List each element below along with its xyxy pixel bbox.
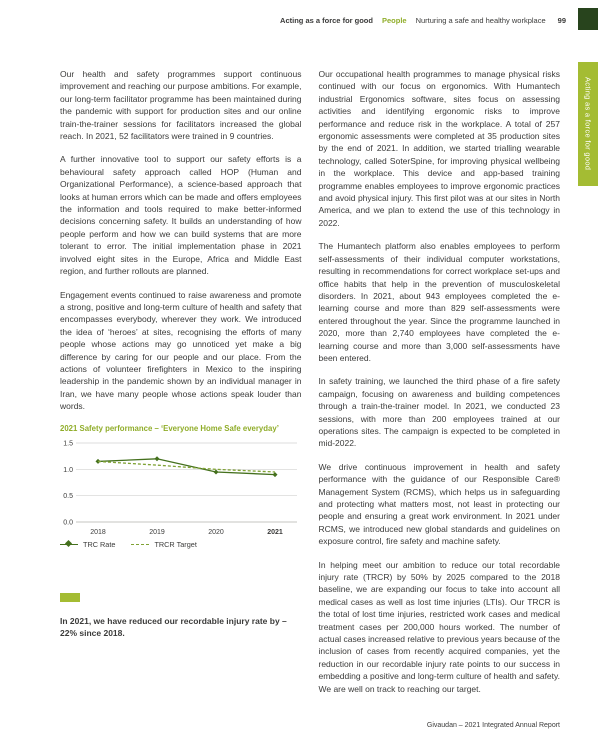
svg-text:2019: 2019 — [149, 528, 165, 536]
section-side-tab-label: Acting as a force for good — [583, 77, 593, 171]
body-paragraph: A further innovative tool to support our safety efforts is a behavioural safety approach called HOP (Human and Organizational Performance), a science-based approach that looks at human errors which can be made and offers employees the information and tools required to make better-informed decisions concerning safety. It builds an understanding of how people perform and how we can build systems that are more tolerant to error. The initial implementation phase in 2021 involved eight sites in the Europe, Africa and Middle East region, and further rollouts are planned. — [60, 154, 302, 277]
breadcrumb-chapter: People — [381, 16, 407, 25]
legend-item-trcr-target — [131, 540, 196, 549]
page-footer — [427, 722, 560, 729]
svg-text:0.5: 0.5 — [63, 492, 73, 500]
body-paragraph: Engagement events continued to raise awareness and promote a strong, positive and long-term culture of health and safety that encompasses everybody, wherever they work. We introduced the idea of ‘heroes’ at sites, recognising the efforts of many people whose actions may go unnoticed yet make a big difference by caring for our people and our place. From the actions of volunteer firefighters in Mexico to the inspiring leadership in the pandemic shown by an individual manager in Iran, we have many people whose actions speak louder than words. — [60, 289, 302, 412]
solid-line-diamond-marker-icon — [60, 544, 78, 545]
section-side-tab[interactable] — [578, 62, 598, 186]
body-paragraph: In safety training, we launched the third phase of a fire safety campaign, focusing on awareness and building competences through a train-the-trainer model. In 2021, we conducted 23 sessions, with more than 200 employees trained at our operations sites. The campaign is expected to be completed in mid-2022. — [318, 376, 560, 449]
breadcrumb — [0, 16, 566, 25]
quote-accent-square — [60, 593, 80, 602]
svg-text:2021: 2021 — [267, 528, 283, 536]
legend-label: TRCR Target — [154, 539, 197, 549]
safety-performance-chart — [60, 424, 302, 549]
breadcrumb-subsection: Nurturing a safe and healthy workplace — [415, 16, 546, 25]
dashed-line-marker-icon — [131, 544, 149, 545]
pull-quote-block — [60, 593, 302, 640]
safety-performance-line-chart — [60, 438, 302, 538]
body-paragraph: Our health and safety programmes support continuous improvement and reaching our purpose ambitions. For example, our long-term facilitator programme has been maintained during the pandemic with support for production sites and our online train-the-trainer sessions for facilitators increased the global reach. In 2021, 52 facilitators were trained in 9 countries. — [60, 69, 302, 142]
body-paragraph: We drive continuous improvement in health and safety performance with the guidance of our Responsible Care® Management System (RCMS), which helps us in safeguarding and protecting what matters most, not least in protecting our people and ensuring a great work environment. In 2021 under RCMS, we introduced new global standards and guidelines on exposure control, fire safety and machine safety. — [318, 461, 560, 547]
svg-text:0.0: 0.0 — [63, 519, 73, 527]
footer-text: Givaudan – 2021 Integrated Annual Report — [426, 722, 560, 729]
svg-text:1.0: 1.0 — [63, 466, 73, 474]
body-paragraph: In helping meet our ambition to reduce our total recordable injury rate (TRCR) by 50% by 2025 compared to the 2018 baseline, we are expanding our focus to take into account all medical cases as well as lost time injuries (LTIs). Our TRCR is the total of lost time injuries, restricted work cases and medical treatment cases per 200,000 hours worked. The number of actual cases increased relative to previous years because of the inclusion of cases from recently acquired companies, yet the reduction in our recordable injury rate points to our success in embedding a positive and long-term culture of health and safety. We are well on track to reaching our target. — [318, 559, 560, 694]
chart-legend — [60, 540, 302, 549]
right-column — [319, 68, 561, 706]
left-column — [60, 68, 302, 706]
breadcrumb-section: Acting as a force for good — [280, 16, 373, 25]
svg-text:2020: 2020 — [208, 528, 224, 536]
chart-title: 2021 Safety performance – ‘Everyone Home Safe everyday’ — [60, 423, 279, 433]
body-paragraph: The Humantech platform also enables employees to perform self-assessments of their individual computer workstations, resulting in recommendations for correct workplace set-ups and office habits that help in the prevention of musculoskeletal disorders. In 2021, about 943 employees completed the e-learning course and more than 829 self-assessments were entered throughout the year. Since the programme launched in 2020, more than 2,740 employees have completed the e-learning course and more than 3,000 self-assessments have been entered. — [318, 241, 560, 363]
body-paragraph: Our occupational health programmes to manage physical risks continued with our focus on ergonomics. With Humantech industrial Ergonomics software, sites focus on assessing activities and identifying ergonomic risks to improve performance and reduce risk in the workplace. A total of 257 ergonomic assessments were completed at 35 production sites by the end of 2021. In addition, we started trialling wearable technology, called SoterSpine, for improving physical wellbeing in the workplace. This device and app-based training programme enables employees to improve ergonomic practices and avoid physical injury. This first pilot was at our sites in North America, and we plan to extend the use of this technology in 2022. — [318, 69, 560, 228]
legend-label: TRC Rate — [83, 539, 116, 549]
pull-quote: In 2021, we have reduced our recordable injury rate by –22% since 2018. — [60, 615, 287, 638]
page-number: 99 — [557, 16, 566, 25]
page-body — [60, 68, 560, 706]
legend-item-trc-rate — [60, 540, 115, 549]
section-color-marker — [578, 8, 598, 30]
svg-text:1.5: 1.5 — [63, 440, 73, 448]
svg-text:2018: 2018 — [90, 528, 106, 536]
